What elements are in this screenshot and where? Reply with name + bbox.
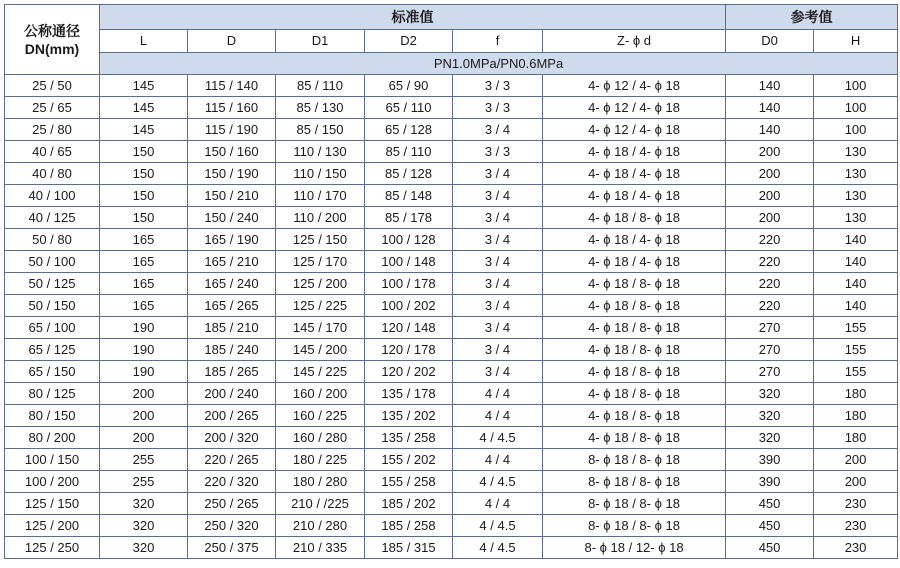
d1-cell: 125 / 225 (276, 295, 365, 317)
d1-cell: 145 / 225 (276, 361, 365, 383)
l-cell: 255 (100, 449, 188, 471)
table-row (5, 427, 898, 449)
d2-cell: 135 / 202 (365, 405, 453, 427)
d-cell: 185 / 240 (188, 339, 276, 361)
column-header-d2: D2 (365, 30, 453, 53)
d0-cell: 270 (726, 339, 814, 361)
bolt-holes-cell: 4- ϕ 18 / 8- ϕ 18 (543, 383, 726, 405)
d2-cell: 155 / 258 (365, 471, 453, 493)
bolt-holes-cell: 4- ϕ 18 / 8- ϕ 18 (543, 295, 726, 317)
d0-cell: 200 (726, 185, 814, 207)
table-row (5, 471, 898, 493)
table-row (5, 361, 898, 383)
d1-cell: 180 / 225 (276, 449, 365, 471)
nominal-diameter-cell: 80 / 150 (5, 405, 100, 427)
d1-cell: 145 / 200 (276, 339, 365, 361)
nominal-diameter-cell: 50 / 150 (5, 295, 100, 317)
d0-cell: 220 (726, 295, 814, 317)
h-cell: 180 (814, 405, 898, 427)
l-cell: 145 (100, 75, 188, 97)
d2-cell: 65 / 90 (365, 75, 453, 97)
f-cell: 4 / 4 (453, 405, 543, 427)
d0-cell: 140 (726, 97, 814, 119)
f-cell: 3 / 3 (453, 75, 543, 97)
d2-cell: 185 / 202 (365, 493, 453, 515)
bolt-holes-cell: 4- ϕ 18 / 8- ϕ 18 (543, 339, 726, 361)
d2-cell: 65 / 110 (365, 97, 453, 119)
h-cell: 140 (814, 273, 898, 295)
d0-cell: 270 (726, 317, 814, 339)
d1-cell: 210 / 280 (276, 515, 365, 537)
f-cell: 3 / 4 (453, 273, 543, 295)
table-row (5, 273, 898, 295)
l-cell: 200 (100, 405, 188, 427)
h-cell: 230 (814, 515, 898, 537)
d0-cell: 320 (726, 383, 814, 405)
d2-cell: 135 / 178 (365, 383, 453, 405)
d0-cell: 220 (726, 251, 814, 273)
f-cell: 3 / 4 (453, 361, 543, 383)
d2-cell: 185 / 258 (365, 515, 453, 537)
column-header-d: D (188, 30, 276, 53)
bolt-holes-cell: 4- ϕ 18 / 8- ϕ 18 (543, 427, 726, 449)
table-row (5, 163, 898, 185)
d1-cell: 110 / 200 (276, 207, 365, 229)
bolt-holes-cell: 4- ϕ 18 / 8- ϕ 18 (543, 361, 726, 383)
f-cell: 3 / 4 (453, 339, 543, 361)
d-cell: 250 / 375 (188, 537, 276, 559)
nominal-diameter-cell: 40 / 80 (5, 163, 100, 185)
nominal-diameter-cell: 80 / 125 (5, 383, 100, 405)
h-cell: 230 (814, 537, 898, 559)
nominal-diameter-cell: 40 / 100 (5, 185, 100, 207)
d0-cell: 320 (726, 427, 814, 449)
d0-cell: 450 (726, 515, 814, 537)
bolt-holes-cell: 8- ϕ 18 / 8- ϕ 18 (543, 449, 726, 471)
f-cell: 3 / 4 (453, 119, 543, 141)
d0-cell: 140 (726, 75, 814, 97)
table-row (5, 251, 898, 273)
d2-cell: 85 / 178 (365, 207, 453, 229)
d1-cell: 145 / 170 (276, 317, 365, 339)
d1-cell: 125 / 150 (276, 229, 365, 251)
d2-cell: 135 / 258 (365, 427, 453, 449)
d-cell: 115 / 140 (188, 75, 276, 97)
f-cell: 3 / 4 (453, 229, 543, 251)
d1-cell: 210 / 335 (276, 537, 365, 559)
nominal-diameter-cell: 65 / 150 (5, 361, 100, 383)
l-cell: 165 (100, 273, 188, 295)
d-cell: 115 / 160 (188, 97, 276, 119)
d-cell: 220 / 265 (188, 449, 276, 471)
nominal-diameter-cell: 50 / 100 (5, 251, 100, 273)
d0-cell: 220 (726, 229, 814, 251)
nominal-diameter-cell: 65 / 100 (5, 317, 100, 339)
d-cell: 150 / 160 (188, 141, 276, 163)
nominal-diameter-cell: 25 / 65 (5, 97, 100, 119)
f-cell: 3 / 4 (453, 185, 543, 207)
d-cell: 250 / 265 (188, 493, 276, 515)
table-row (5, 317, 898, 339)
h-cell: 180 (814, 427, 898, 449)
table-row (5, 339, 898, 361)
d1-cell: 85 / 130 (276, 97, 365, 119)
l-cell: 165 (100, 295, 188, 317)
nominal-diameter-cell: 65 / 125 (5, 339, 100, 361)
d-cell: 165 / 265 (188, 295, 276, 317)
f-cell: 4 / 4 (453, 449, 543, 471)
bolt-holes-cell: 8- ϕ 18 / 12- ϕ 18 (543, 537, 726, 559)
column-header-h: H (814, 30, 898, 53)
f-cell: 3 / 3 (453, 97, 543, 119)
nominal-diameter-cell: 40 / 65 (5, 141, 100, 163)
flange-dimension-table (4, 4, 898, 559)
d-cell: 150 / 240 (188, 207, 276, 229)
nominal-diameter-cell: 125 / 150 (5, 493, 100, 515)
bolt-holes-cell: 8- ϕ 18 / 8- ϕ 18 (543, 493, 726, 515)
d-cell: 185 / 265 (188, 361, 276, 383)
d-cell: 115 / 190 (188, 119, 276, 141)
l-cell: 190 (100, 339, 188, 361)
f-cell: 3 / 4 (453, 295, 543, 317)
l-cell: 320 (100, 537, 188, 559)
h-cell: 130 (814, 141, 898, 163)
h-cell: 200 (814, 471, 898, 493)
d2-cell: 120 / 148 (365, 317, 453, 339)
d2-cell: 85 / 128 (365, 163, 453, 185)
table-row (5, 141, 898, 163)
bolt-holes-cell: 4- ϕ 12 / 4- ϕ 18 (543, 75, 726, 97)
f-cell: 4 / 4.5 (453, 515, 543, 537)
table-row (5, 383, 898, 405)
l-cell: 145 (100, 97, 188, 119)
h-cell: 140 (814, 229, 898, 251)
d2-cell: 65 / 128 (365, 119, 453, 141)
nominal-diameter-label: 公称通径 (24, 22, 80, 39)
bolt-holes-cell: 4- ϕ 12 / 4- ϕ 18 (543, 119, 726, 141)
nominal-diameter-cell: 100 / 150 (5, 449, 100, 471)
d-cell: 185 / 210 (188, 317, 276, 339)
table-row (5, 537, 898, 559)
nominal-diameter-unit: DN(mm) (24, 40, 80, 57)
d0-cell: 270 (726, 361, 814, 383)
h-cell: 155 (814, 339, 898, 361)
nominal-diameter-cell: 125 / 250 (5, 537, 100, 559)
f-cell: 4 / 4 (453, 493, 543, 515)
l-cell: 145 (100, 119, 188, 141)
h-cell: 155 (814, 361, 898, 383)
nominal-diameter-header (5, 5, 100, 75)
pressure-rating-band: PN1.0MPa/PN0.6MPa (100, 53, 898, 75)
d0-cell: 220 (726, 273, 814, 295)
d1-cell: 85 / 110 (276, 75, 365, 97)
h-cell: 130 (814, 207, 898, 229)
d2-cell: 120 / 202 (365, 361, 453, 383)
f-cell: 3 / 4 (453, 251, 543, 273)
d2-cell: 100 / 178 (365, 273, 453, 295)
d1-cell: 160 / 280 (276, 427, 365, 449)
bolt-holes-cell: 4- ϕ 18 / 8- ϕ 18 (543, 317, 726, 339)
bolt-holes-cell: 4- ϕ 18 / 4- ϕ 18 (543, 141, 726, 163)
bolt-holes-cell: 4- ϕ 12 / 4- ϕ 18 (543, 97, 726, 119)
reference-values-header: 参考值 (726, 5, 898, 30)
column-header-l: L (100, 30, 188, 53)
h-cell: 100 (814, 75, 898, 97)
bolt-holes-cell: 4- ϕ 18 / 4- ϕ 18 (543, 229, 726, 251)
f-cell: 3 / 4 (453, 163, 543, 185)
d2-cell: 120 / 178 (365, 339, 453, 361)
l-cell: 320 (100, 515, 188, 537)
table-row (5, 515, 898, 537)
table-row (5, 449, 898, 471)
h-cell: 155 (814, 317, 898, 339)
d0-cell: 140 (726, 119, 814, 141)
d-cell: 150 / 210 (188, 185, 276, 207)
h-cell: 230 (814, 493, 898, 515)
d1-cell: 180 / 280 (276, 471, 365, 493)
d1-cell: 110 / 170 (276, 185, 365, 207)
d-cell: 200 / 265 (188, 405, 276, 427)
f-cell: 4 / 4.5 (453, 537, 543, 559)
d-cell: 165 / 210 (188, 251, 276, 273)
f-cell: 4 / 4 (453, 383, 543, 405)
nominal-diameter-cell: 125 / 200 (5, 515, 100, 537)
d2-cell: 100 / 202 (365, 295, 453, 317)
d2-cell: 155 / 202 (365, 449, 453, 471)
d1-cell: 85 / 150 (276, 119, 365, 141)
l-cell: 255 (100, 471, 188, 493)
bolt-holes-cell: 8- ϕ 18 / 8- ϕ 18 (543, 515, 726, 537)
bolt-holes-cell: 8- ϕ 18 / 8- ϕ 18 (543, 471, 726, 493)
column-header-d0: D0 (726, 30, 814, 53)
table-row (5, 97, 898, 119)
bolt-holes-cell: 4- ϕ 18 / 8- ϕ 18 (543, 207, 726, 229)
l-cell: 165 (100, 229, 188, 251)
nominal-diameter-cell: 80 / 200 (5, 427, 100, 449)
f-cell: 4 / 4.5 (453, 471, 543, 493)
d1-cell: 125 / 200 (276, 273, 365, 295)
d1-cell: 160 / 200 (276, 383, 365, 405)
nominal-diameter-cell: 50 / 80 (5, 229, 100, 251)
bolt-holes-cell: 4- ϕ 18 / 4- ϕ 18 (543, 251, 726, 273)
nominal-diameter-cell: 25 / 80 (5, 119, 100, 141)
table-body (5, 75, 898, 559)
h-cell: 100 (814, 97, 898, 119)
d0-cell: 390 (726, 449, 814, 471)
d1-cell: 110 / 150 (276, 163, 365, 185)
d0-cell: 200 (726, 141, 814, 163)
f-cell: 3 / 4 (453, 317, 543, 339)
column-header-bolt-holes: Z- ϕ d (543, 30, 726, 53)
h-cell: 180 (814, 383, 898, 405)
d2-cell: 85 / 110 (365, 141, 453, 163)
bolt-holes-cell: 4- ϕ 18 / 8- ϕ 18 (543, 405, 726, 427)
l-cell: 190 (100, 317, 188, 339)
table-row (5, 229, 898, 251)
d-cell: 200 / 320 (188, 427, 276, 449)
f-cell: 3 / 4 (453, 207, 543, 229)
d0-cell: 390 (726, 471, 814, 493)
d1-cell: 110 / 130 (276, 141, 365, 163)
h-cell: 130 (814, 163, 898, 185)
nominal-diameter-cell: 100 / 200 (5, 471, 100, 493)
l-cell: 150 (100, 163, 188, 185)
nominal-diameter-cell: 25 / 50 (5, 75, 100, 97)
table-row (5, 185, 898, 207)
d-cell: 250 / 320 (188, 515, 276, 537)
f-cell: 4 / 4.5 (453, 427, 543, 449)
d2-cell: 100 / 148 (365, 251, 453, 273)
l-cell: 150 (100, 185, 188, 207)
d1-cell: 125 / 170 (276, 251, 365, 273)
nominal-diameter-cell: 50 / 125 (5, 273, 100, 295)
table-row (5, 119, 898, 141)
l-cell: 150 (100, 141, 188, 163)
column-header-f: f (453, 30, 543, 53)
standard-values-header: 标准值 (100, 5, 726, 30)
d-cell: 150 / 190 (188, 163, 276, 185)
d1-cell: 160 / 225 (276, 405, 365, 427)
bolt-holes-cell: 4- ϕ 18 / 4- ϕ 18 (543, 185, 726, 207)
nominal-diameter-cell: 40 / 125 (5, 207, 100, 229)
table-row (5, 207, 898, 229)
d-cell: 165 / 190 (188, 229, 276, 251)
h-cell: 140 (814, 295, 898, 317)
column-header-d1: D1 (276, 30, 365, 53)
table-row (5, 295, 898, 317)
l-cell: 200 (100, 427, 188, 449)
table-header (5, 5, 898, 75)
table-row (5, 405, 898, 427)
d-cell: 220 / 320 (188, 471, 276, 493)
l-cell: 200 (100, 383, 188, 405)
d0-cell: 200 (726, 163, 814, 185)
d2-cell: 185 / 315 (365, 537, 453, 559)
d0-cell: 450 (726, 537, 814, 559)
f-cell: 3 / 3 (453, 141, 543, 163)
bolt-holes-cell: 4- ϕ 18 / 4- ϕ 18 (543, 163, 726, 185)
d-cell: 200 / 240 (188, 383, 276, 405)
table-row (5, 493, 898, 515)
d0-cell: 320 (726, 405, 814, 427)
l-cell: 320 (100, 493, 188, 515)
h-cell: 100 (814, 119, 898, 141)
h-cell: 130 (814, 185, 898, 207)
d2-cell: 85 / 148 (365, 185, 453, 207)
d0-cell: 200 (726, 207, 814, 229)
l-cell: 190 (100, 361, 188, 383)
d-cell: 165 / 240 (188, 273, 276, 295)
d2-cell: 100 / 128 (365, 229, 453, 251)
d0-cell: 450 (726, 493, 814, 515)
d1-cell: 210 / /225 (276, 493, 365, 515)
table-row (5, 75, 898, 97)
h-cell: 140 (814, 251, 898, 273)
l-cell: 165 (100, 251, 188, 273)
bolt-holes-cell: 4- ϕ 18 / 8- ϕ 18 (543, 273, 726, 295)
h-cell: 200 (814, 449, 898, 471)
l-cell: 150 (100, 207, 188, 229)
